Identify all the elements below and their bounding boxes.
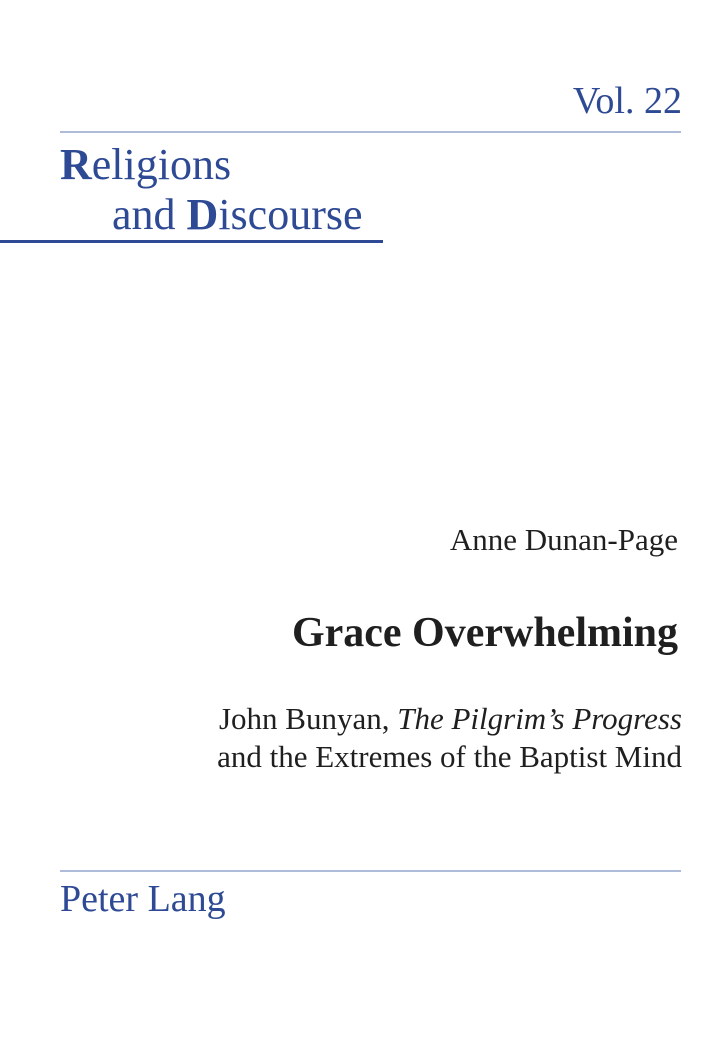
top-divider	[60, 131, 681, 133]
series-word-rest-1: eligions	[91, 140, 232, 189]
book-title: Grace Overwhelming	[291, 610, 678, 656]
book-subtitle	[217, 700, 682, 776]
series-underline	[0, 240, 383, 243]
series-title	[60, 140, 363, 240]
series-word-rest-2: iscourse	[218, 190, 363, 239]
subtitle-line-2: and the Extremes of the Baptist Mind	[217, 739, 682, 774]
subtitle-line-1	[217, 700, 682, 738]
series-title-line-1	[60, 140, 363, 190]
subtitle-prefix: John Bunyan,	[218, 701, 398, 736]
subtitle-work-title: The Pilgrim’s Progress	[397, 701, 682, 736]
volume-number: Vol. 22	[572, 80, 682, 122]
series-word-and: and	[112, 190, 187, 239]
author-name: Anne Dunan-Page	[449, 522, 678, 557]
series-title-line-2	[60, 190, 363, 240]
publisher-name: Peter Lang	[60, 878, 226, 920]
series-initial-d: D	[186, 190, 219, 239]
bottom-divider	[60, 870, 681, 872]
series-initial-r: R	[60, 140, 92, 189]
